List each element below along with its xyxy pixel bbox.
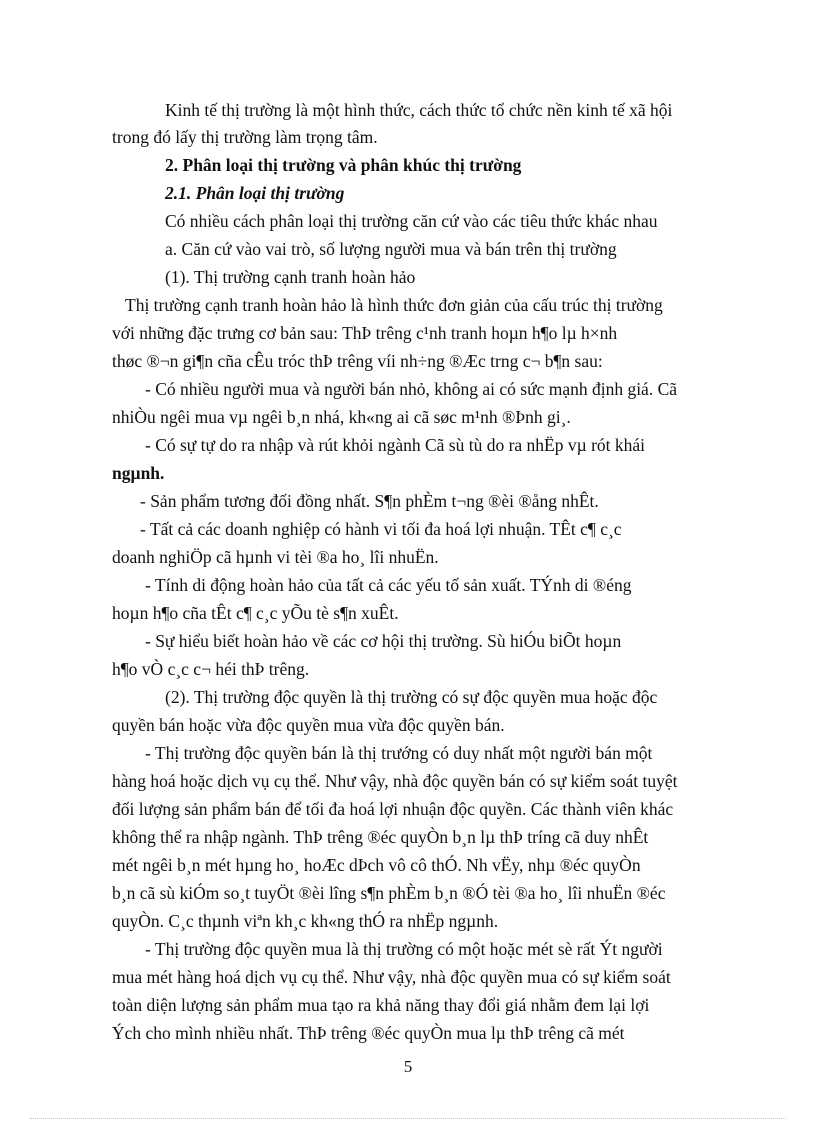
text-line: - Thị trường độc quyền bán là thị trướng có duy nhất một người bán một xyxy=(145,743,653,763)
text-line: quyền bán hoặc vừa độc quyền mua vừa độc quyền bán. xyxy=(112,715,505,735)
text-line: mua mét hàng hoá dịch vụ cụ thể. Như vậy, nhà độc quyền mua có sự kiểm soát xyxy=(112,967,671,987)
text-line: Ých cho mình nhiều nhất. ThÞ trêng ®éc quyÒn mua lµ thÞ trêng cã mét xyxy=(112,1023,625,1043)
text-line: - Sản phẩm tương đối đồng nhất. S¶n phÈm t¬ng ®èi ®ång nhÊt. xyxy=(140,491,599,511)
text-line: - Tất cả các doanh nghiệp có hành vi tối đa hoá lợi nhuận. TÊt c¶ c¸c xyxy=(140,519,622,539)
text-line: - Thị trường độc quyền mua là thị trường có một hoặc mét sè rất Ýt người xyxy=(145,939,663,959)
text-line: hàng hoá hoặc dịch vụ cụ thể. Như vậy, nhà độc quyền bán có sự kiểm soát tuyệt xyxy=(112,771,678,791)
subsection-heading: 2.1. Phân loại thị trường xyxy=(165,183,345,203)
text-line: với những đặc trưng cơ bản sau: ThÞ trêng c¹nh tranh hoµn h¶o lµ h×nh xyxy=(112,323,618,343)
text-line: không thể ra nhập ngành. ThÞ trêng ®éc quyÒn b¸n lµ thÞ tríng cã duy nhÊt xyxy=(112,827,649,847)
text-line: Thị trường cạnh tranh hoàn hảo là hình thức đơn giản của cấu trúc thị trường xyxy=(125,295,663,315)
text-line: quyÒn. C¸c thµnh viªn kh¸c kh«ng thÓ ra nhËp ngµnh. xyxy=(112,911,499,931)
section-heading: 2. Phân loại thị trường và phân khúc thị trường xyxy=(165,155,522,175)
text-line: (1). Thị trường cạnh tranh hoàn hảo xyxy=(165,267,416,287)
text-line: - Có sự tự do ra nhập và rút khỏi ngành Cã sù tù do ra nhËp vµ rót khái xyxy=(145,435,646,455)
text-line: trong đó lấy thị trường làm trọng tâm. xyxy=(112,127,378,147)
text-line: - Có nhiều người mua và người bán nhỏ, không ai có sức mạnh định giá. Cã xyxy=(145,379,678,399)
text-line: doanh nghiÖp cã hµnh vi tèi ®a ho¸ lîi nhuËn. xyxy=(112,547,439,567)
text-line: đối lượng sản phẩm bán để tối đa hoá lợi nhuận độc quyền. Các thành viên khác xyxy=(112,799,674,819)
text-line: nhiÒu ngêi mua vµ ngêi b¸n nhá, kh«ng ai cã søc m¹nh ®Þnh gi¸. xyxy=(112,407,571,427)
text-line: a. Căn cứ vào vai trò, số lượng người mua và bán trên thị trường xyxy=(165,239,617,259)
page-number: 5 xyxy=(403,1057,413,1076)
text-line: b¸n cã sù kiÓm so¸t tuyÖt ®èi lîng s¶n phÈm b¸n ®Ó tèi ®a ho¸ lîi nhuËn ®éc xyxy=(112,883,666,903)
text-line: hoµn h¶o cña tÊt c¶ c¸c yÕu tè s¶n xuÊt. xyxy=(112,603,399,623)
text-line: toàn diện lượng sản phẩm mua tạo ra khả năng thay đổi giá nhằm đem lại lợi xyxy=(112,995,650,1015)
text-line: - Tính di động hoàn hảo của tất cả các yếu tố sản xuất. TÝnh di ®éng xyxy=(145,575,632,595)
text-line: - Sự hiểu biết hoàn hảo về các cơ hội thị trường. Sù hiÓu biÕt hoµn xyxy=(145,631,622,651)
text-line: ngµnh. xyxy=(112,463,165,483)
text-line: (2). Thị trường độc quyền là thị trường có sự độc quyền mua hoặc độc xyxy=(165,687,658,707)
text-line: Có nhiều cách phân loại thị trường căn cứ vào các tiêu thức khác nhau xyxy=(165,211,658,231)
text-line: thøc ®¬n gi¶n cña cÊu tróc thÞ trêng víi nh÷ng ®Æc trng c¬ b¶n sau: xyxy=(112,351,603,371)
text-line: Kinh tế thị trường là một hình thức, cách thức tổ chức nền kinh tế xã hội xyxy=(165,100,673,120)
text-line: h¶o vÒ c¸c c¬ héi thÞ trêng. xyxy=(112,659,310,679)
footer-divider xyxy=(30,1118,786,1119)
text-line: mét ngêi b¸n mét hµng ho¸ hoÆc dÞch vô cô thÓ. Nh vËy, nhµ ®éc quyÒn xyxy=(112,855,641,875)
